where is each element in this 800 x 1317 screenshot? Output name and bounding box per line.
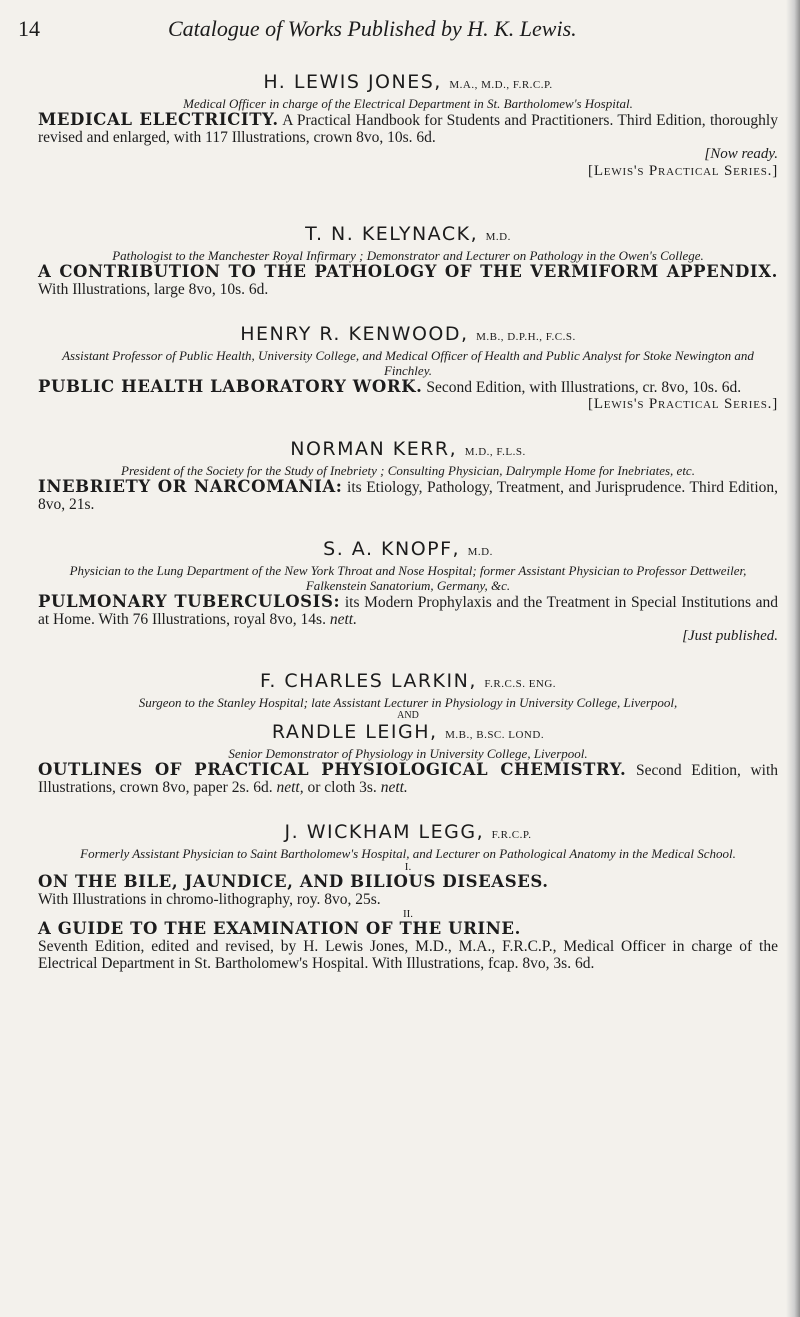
author-line: [38, 72, 778, 96]
book-details: its Etiology, Pathology, Treatment, and Jurisprudence. Third Edition, 8vo, 21s.: [38, 479, 779, 513]
author-line: [38, 224, 778, 248]
book-title: MEDICAL ELECTRICITY.: [38, 110, 279, 129]
author-line: [38, 539, 778, 563]
book-description: [38, 111, 778, 146]
page-edge-shadow: [786, 0, 800, 1317]
author-degrees: M.D.: [485, 231, 511, 243]
book-description: [38, 593, 778, 628]
book-description: [38, 478, 778, 513]
catalogue-entry: [38, 224, 778, 298]
author-name: F. CHARLES LARKIN,: [259, 670, 477, 692]
author-line: [38, 324, 778, 348]
author-degrees: M.B., B.SC. LOND.: [445, 729, 545, 741]
page-number: 14: [18, 16, 40, 41]
book-description: [38, 761, 778, 796]
catalogue-entry: [38, 324, 778, 413]
author-line: [38, 722, 778, 746]
book-title: ON THE BILE, JAUNDICE, AND BILIOUS DISEASES.: [38, 872, 549, 891]
book-title: A CONTRIBUTION TO THE PATHOLOGY OF THE VERMIFORM APPENDIX.: [38, 262, 778, 281]
author-name: NORMAN KERR,: [290, 438, 458, 460]
book-details: A Practical Handbook for Students and Practitioners. Third Edition, thoroughly revised and enlarged, with 117 Illustrations, crown 8vo, 10s. 6d.: [38, 112, 778, 146]
book-description: [38, 263, 778, 298]
page-header: [18, 12, 760, 46]
author-degrees: M.D.: [467, 546, 493, 558]
running-title: Catalogue of Works Published by H. K. Lewis.: [168, 16, 577, 41]
author-name: H. LEWIS JONES,: [263, 71, 442, 93]
author-name: HENRY R. KENWOOD,: [240, 323, 469, 345]
author-degrees: F.R.C.P.: [491, 829, 532, 841]
catalogue-entry: [38, 72, 778, 180]
catalogue-entries: [38, 72, 778, 998]
book-details: With Illustrations, large 8vo, 10s. 6d.: [38, 281, 269, 298]
author-line: [38, 439, 778, 463]
author-description: President of the Society for the Study of Inebriety ; Consulting Physician, Dalrymple Home for Inebriates, etc.: [121, 463, 695, 478]
book-details: Second Edition, with Illustrations, crown 8vo, paper 2s. 6d.: [38, 762, 779, 796]
book-title: PULMONARY TUBERCULOSIS:: [38, 592, 341, 611]
author-line: [38, 822, 778, 846]
author-description: Senior Demonstrator of Physiology in University College, Liverpool.: [228, 746, 588, 761]
book-title: OUTLINES OF PRACTICAL PHYSIOLOGICAL CHEMISTRY.: [38, 760, 627, 779]
book-details: its Modern Prophylaxis and the Treatment in Special Institutions and at Home. With 76 Illustrations, royal 8vo, 14s.: [38, 594, 778, 628]
volume-numeral: I.: [404, 861, 412, 873]
book-title: A GUIDE TO THE EXAMINATION OF THE URINE.: [38, 919, 521, 938]
book-details: With Illustrations in chromo-lithography, roy. 8vo, 25s.: [38, 891, 381, 908]
book-details: Second Edition, with Illustrations, cr. 8vo, 10s. 6d.: [426, 379, 742, 396]
author-description: Assistant Professor of Public Health, University College, and Medical Officer of Health and Public Analyst for Stoke Newington and Finchley.: [62, 348, 754, 378]
book-description: [38, 920, 778, 972]
author-name: J. WICKHAM LEGG,: [284, 821, 485, 843]
author-description: Pathologist to the Manchester Royal Infirmary ; Demonstrator and Lecturer on Pathology in the Owen's College.: [112, 248, 704, 263]
book-title: PUBLIC HEALTH LABORATORY WORK.: [38, 377, 423, 396]
author-line: [38, 671, 778, 695]
author-description: Medical Officer in charge of the Electrical Department in St. Bartholomew's Hospital.: [183, 96, 633, 111]
price-note: nett,: [276, 779, 304, 796]
author-degrees: M.A., M.D., F.R.C.P.: [449, 79, 553, 91]
author-degrees: M.D., F.L.S.: [464, 446, 526, 458]
catalogue-entry: [38, 671, 778, 796]
author-degrees: M.B., D.P.H., F.C.S.: [476, 331, 576, 343]
book-title: INEBRIETY OR NARCOMANIA:: [38, 477, 343, 496]
status-note: [Just published.: [682, 628, 778, 644]
catalogue-entry: [38, 822, 778, 972]
series-note: [Lewis's Practical Series.]: [588, 163, 778, 179]
status-note: [Now ready.: [704, 146, 778, 162]
author-description: Physician to the Lung Department of the New York Throat and Nose Hospital; former Assistant Physician to Professor Dettweiler, Falkenstein Sanatorium, Germany, &c.: [69, 563, 747, 593]
author-name: T. N. KELYNACK,: [305, 223, 479, 245]
author-name: S. A. KNOPF,: [323, 538, 461, 560]
author-description: Formerly Assistant Physician to Saint Bartholomew's Hospital, and Lecturer on Pathological Anatomy in the Medical School.: [80, 846, 736, 861]
price-note: nett.: [329, 611, 357, 628]
series-note: [Lewis's Practical Series.]: [588, 396, 778, 412]
catalogue-entry: [38, 539, 778, 645]
book-details: Seventh Edition, edited and revised, by H. Lewis Jones, M.D., M.A., F.R.C.P., Medical Officer in charge of the Electrical Department in St. Bartholomew's Hospital. With Illustrations, fcap. 8vo, 3s. 6d.: [38, 938, 778, 972]
author-description: Surgeon to the Stanley Hospital; late Assistant Lecturer in Physiology in University College, Liverpool,: [138, 695, 678, 710]
book-description: [38, 873, 778, 908]
author-degrees: F.R.C.S. ENG.: [484, 678, 557, 690]
and-separator: AND: [397, 710, 419, 721]
book-description: [38, 378, 778, 396]
book-details: or cloth 3s.: [307, 779, 377, 796]
volume-numeral: II.: [402, 908, 414, 920]
author-name: RANDLE LEIGH,: [271, 721, 438, 743]
catalogue-entry: [38, 439, 778, 513]
price-note: nett.: [380, 779, 408, 796]
